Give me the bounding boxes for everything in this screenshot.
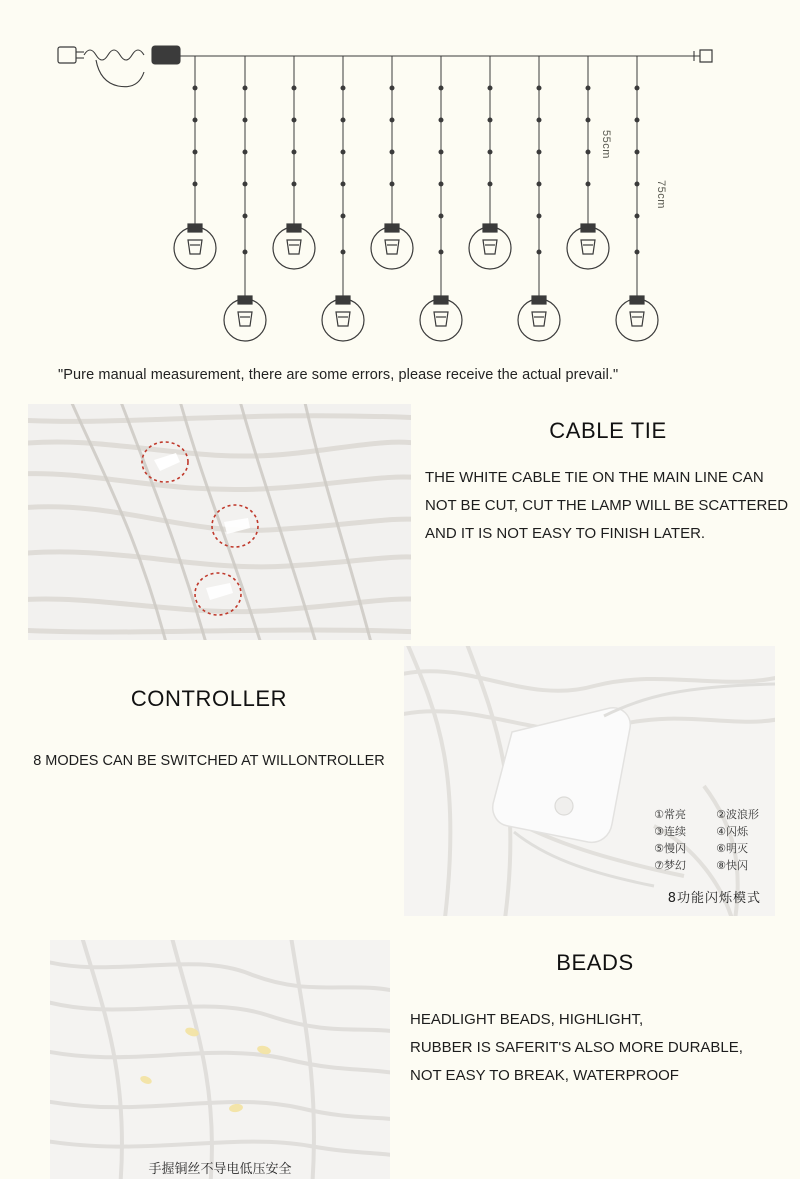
beads-section: [410, 950, 780, 1089]
beads-body-line-3: NOT EASY TO BREAK, WATERPROOF: [410, 1066, 679, 1084]
controller-body: 8 MODES CAN BE SWITCHED AT WILLONTROLLER: [33, 753, 385, 769]
cable-tie-photo: [28, 404, 411, 640]
product-dimension-diagram: [0, 0, 800, 390]
measurement-disclaimer: "Pure manual measurement, there are some errors, please receive the actual prevail.": [58, 366, 619, 383]
cable-tie-body: THE WHITE CABLE TIE ON THE MAIN LINE CAN NOT BE CUT, CUT THE LAMP WILL BE SCATTERED AND IT IS NOT EASY TO FINISH LATER.: [425, 469, 789, 542]
beads-body: [410, 1006, 780, 1089]
beads-photo-art: [50, 940, 390, 1179]
controller-section: [14, 686, 404, 775]
controller-title: CONTROLLER: [130, 686, 288, 711]
beads-photo-caption: 手握铜丝不导电低压安全: [148, 1162, 292, 1177]
controller-mode-5: ⑤慢闪: [654, 841, 686, 855]
controller-mode-8: ⑧快闪: [716, 858, 748, 872]
controller-mode-2: ②波浪形: [716, 807, 759, 821]
beads-body-line-2: RUBBER IS SAFERIT'S ALSO MORE DURABLE,: [410, 1038, 743, 1056]
controller-mode-1: ①常亮: [654, 807, 686, 821]
controller-mode-7: ⑦梦幻: [654, 858, 686, 872]
controller-mode-4: ④闪烁: [716, 824, 748, 838]
controller-mode-list: [654, 806, 759, 874]
cable-tie-section: [425, 418, 791, 547]
controller-modes-caption: 8功能闪烁模式: [667, 891, 761, 906]
controller-photo-art: [404, 646, 775, 916]
dimension-label-75cm: 75cm: [655, 180, 667, 209]
beads-photo: [50, 940, 390, 1179]
beads-body-line-1: HEADLIGHT BEADS, HIGHLIGHT,: [410, 1011, 644, 1028]
curtain-light-line-drawing: [0, 0, 800, 390]
cable-tie-photo-art: [28, 404, 411, 640]
controller-photo: [404, 646, 775, 916]
cable-tie-title: CABLE TIE: [549, 418, 667, 443]
controller-mode-3: ③连续: [654, 824, 686, 838]
dimension-label-55cm: 55cm: [600, 130, 612, 159]
beads-title: BEADS: [556, 950, 634, 975]
controller-mode-6: ⑥明灭: [716, 841, 748, 855]
